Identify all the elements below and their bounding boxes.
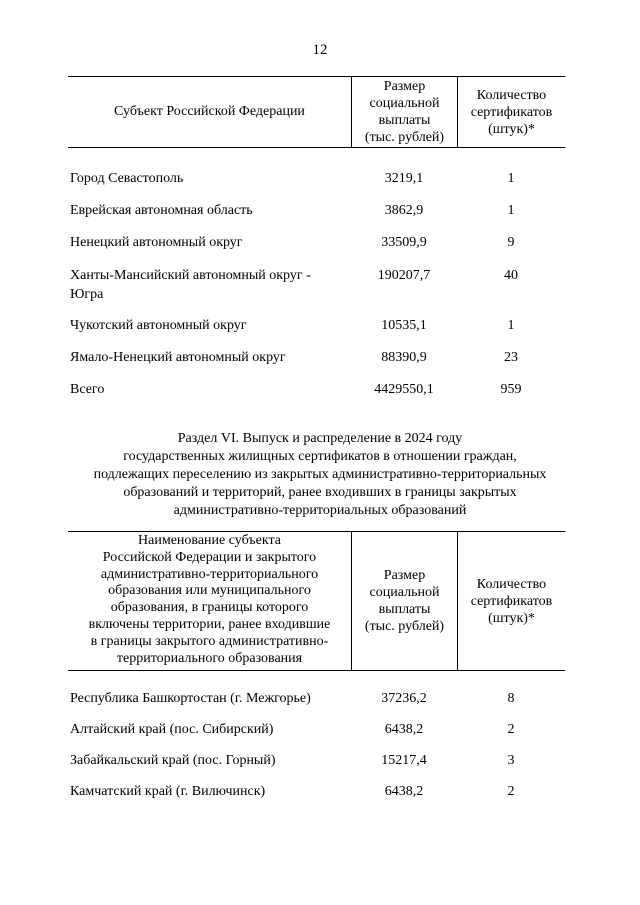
- table1-header-count: Количество сертификатов (штук)*: [470, 88, 553, 137]
- table1-header-payment: Размер социальной выплаты (тыс. рублей): [364, 79, 445, 145]
- table2-top-rule: [68, 531, 565, 532]
- row-count: 23: [504, 350, 518, 365]
- row-subject: Забайкальский край (пос. Горный): [70, 753, 276, 768]
- row-payment: 88390,9: [381, 350, 427, 365]
- row-count: 1: [507, 203, 515, 218]
- row-count: 1: [507, 318, 515, 333]
- row-count: 959: [500, 382, 522, 397]
- table2-header-payment: Размер социальной выплаты (тыс. рублей): [364, 568, 445, 634]
- row-subject: Чукотский автономный округ: [70, 318, 247, 333]
- row-subject: Ямало-Ненецкий автономный округ: [70, 350, 286, 365]
- row-count: 1: [507, 171, 515, 186]
- row-subject: Еврейская автономная область: [70, 203, 253, 218]
- row-payment: 6438,2: [384, 722, 424, 737]
- row-subject: Алтайский край (пос. Сибирский): [70, 722, 274, 737]
- row-count: 8: [507, 691, 515, 706]
- table1-header-subject: Субъект Российской Федерации: [114, 104, 305, 119]
- table1-header-rule: [68, 147, 565, 148]
- table2-header-rule: [68, 670, 565, 671]
- row-payment: 3862,9: [384, 203, 424, 218]
- page-number: 12: [312, 42, 328, 58]
- row-count: 2: [507, 784, 515, 799]
- row-subject: Ненецкий автономный округ: [70, 235, 243, 250]
- row-subject: Всего: [70, 382, 105, 397]
- row-count: 40: [504, 268, 518, 283]
- row-payment: 4429550,1: [374, 382, 434, 397]
- row-subject: Ханты-Мансийский автономный округ - Югра: [70, 268, 311, 302]
- row-count: 9: [507, 235, 515, 250]
- row-payment: 6438,2: [384, 784, 424, 799]
- row-subject: Город Севастополь: [70, 171, 184, 186]
- row-payment: 15217,4: [381, 753, 427, 768]
- row-payment: 37236,2: [381, 691, 427, 706]
- section-title: Раздел VI. Выпуск и распределение в 2024 году государственных жилищных сертификатов в отношении граждан, подлежащих переселению из закрытых административно-территориальных образований и территорий, ранее входивших в границы закрытых административно-территориальных образований: [93, 431, 547, 518]
- row-subject: Камчатский край (г. Вилючинск): [70, 784, 266, 799]
- row-count: 3: [507, 753, 515, 768]
- table2-header-subject: Наименование субъекта Российской Федерации и закрытого административно-территориального образования или муниципального образования, в границы которого включены территории, ранее входившие в границы закрытого административно- территориального образования: [88, 533, 331, 666]
- row-payment: 10535,1: [381, 318, 427, 333]
- table2-header-count: Количество сертификатов (штук)*: [470, 577, 553, 626]
- row-payment: 190207,7: [377, 268, 431, 283]
- row-payment: 3219,1: [384, 171, 424, 186]
- table1-top-rule: [68, 76, 565, 77]
- row-subject: Республика Башкортостан (г. Межгорье): [70, 691, 311, 706]
- row-count: 2: [507, 722, 515, 737]
- row-payment: 33509,9: [381, 235, 427, 250]
